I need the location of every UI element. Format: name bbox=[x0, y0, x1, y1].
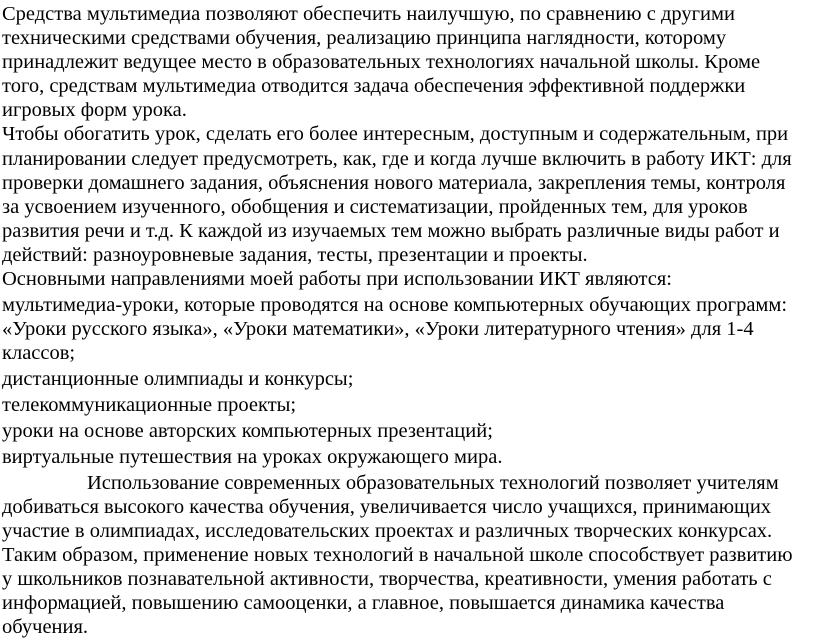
text-line: телекоммуникационные проекты; bbox=[2, 393, 297, 416]
list-item-multimedia-lessons bbox=[2, 293, 816, 365]
text-line: виртуальные путешествия на уроках окружающего мира. bbox=[2, 445, 503, 468]
text-line: действий: разноуровневые задания, тесты, презентации и проекты. bbox=[2, 243, 588, 266]
text-line: классов; bbox=[2, 342, 76, 365]
list-item-virtual-trips bbox=[2, 445, 816, 469]
text-line: у школьников познавательной активности, творчества, креативности, умения работать с bbox=[2, 567, 772, 590]
list-item-telecom-projects bbox=[2, 393, 816, 417]
paragraph-ict-directions-heading bbox=[2, 267, 816, 291]
text-line: «Уроки русского языка», «Уроки математики», «Уроки литературного чтения» для 1-4 bbox=[2, 318, 754, 341]
text-line: уроки на основе авторских компьютерных презентаций; bbox=[2, 419, 493, 442]
text-line: техническими средствами обучения, реализацию принципа наглядности, которому bbox=[2, 27, 727, 50]
text-line: игровых форм урока. bbox=[2, 99, 187, 122]
text-line: Таким образом, применение новых технологий в начальной школе способствует развитию bbox=[2, 543, 793, 566]
text-line: участие в олимпиадах, исследовательских проектах и различных творческих конкурсах. bbox=[2, 519, 773, 542]
list-item-author-presentations bbox=[2, 419, 816, 443]
text-line: принадлежит ведущее место в образовательных технологиях начальной школы. Кроме bbox=[2, 51, 761, 74]
text-line: Чтобы обогатить урок, сделать его более интересным, доступным и содержательным, при bbox=[2, 123, 789, 146]
text-line: развития речи и т.д. К каждой из изучаемых тем можно выбрать различные виды работ и bbox=[2, 219, 780, 242]
text-line: за усвоением изученного, обобщения и систематизации, пройденных тем, для уроков bbox=[2, 195, 748, 218]
text-line: Использование современных образовательных технологий позволяет учителям bbox=[87, 471, 779, 494]
text-line: Средства мультимедиа позволяют обеспечить наилучшую, по сравнению с другими bbox=[2, 3, 735, 25]
text-line: Основными направлениями моей работы при использовании ИКТ являются: bbox=[2, 268, 672, 291]
text-line: обучения. bbox=[2, 616, 89, 639]
text-line: дистанционные олимпиады и конкурсы; bbox=[2, 368, 354, 390]
text-line: того, средствам мультимедиа отводится задача обеспечения эффективной поддержки bbox=[2, 75, 746, 98]
paragraph-multimedia-intro bbox=[2, 2, 816, 122]
paragraph-conclusion bbox=[2, 471, 816, 640]
list-item-distance-olympiads bbox=[2, 367, 816, 391]
paragraph-lesson-enrichment bbox=[2, 122, 816, 267]
text-line: планировании следует предусмотреть, как, где и когда лучше включить в работу ИКТ: для bbox=[2, 147, 792, 170]
text-line: проверки домашнего задания, объяснения нового материала, закрепления темы, контроля bbox=[2, 171, 786, 194]
text-line: добиваться высокого качества обучения, увеличивается число учащихся, принимающих bbox=[2, 495, 772, 518]
text-line: мультимедиа-уроки, которые проводятся на основе компьютерных обучающих программ: bbox=[2, 293, 788, 316]
text-line: информацией, повышению самооценки, а главное, повышается динамика качества bbox=[2, 592, 725, 615]
